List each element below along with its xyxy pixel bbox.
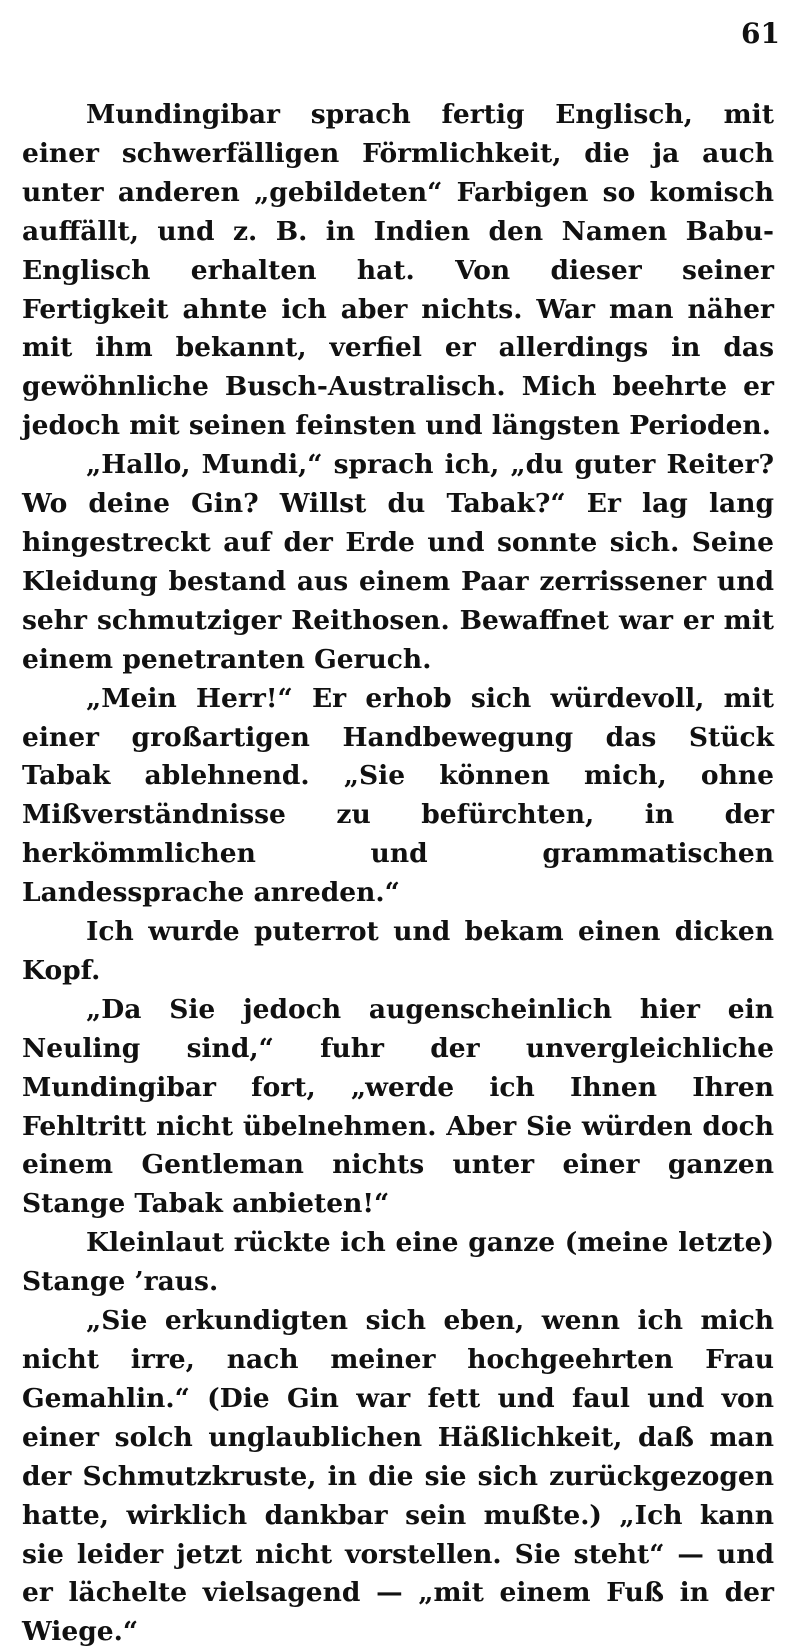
paragraph: Kleinlaut rückte ich eine ganze (meine letzte) Stange ’raus. [22,1227,774,1298]
paragraph: „Sie erkundigten sich eben, wenn ich mich nicht irre, nach meiner hochgeehrten Frau Gemahlin.“ (Die Gin war fett und faul und von einer solch unglaublichen Häßlichkeit, daß man der Schmutzkruste, in die sie sich zurückgezogen hatte, wirklich dankbar sein mußte.) „Ich kann sie leider jetzt nicht vorstellen. Sie steht“ — und er lächelte vielsagend — „mit einem Fuß in der Wiege.“ [22,1305,774,1648]
paragraph: „Mein Herr!“ Er erhob sich würdevoll, mit einer großartigen Handbewegung das Stück Tabak ablehnend. „Sie können mich, ohne Mißverständnisse zu befürchten, in der herkömmlichen und grammatischen Landessprache anreden.“ [22,682,774,909]
paragraph: Mundingibar sprach fertig Englisch, mit einer schwerfälligen Förmlichkeit, die ja auch unter anderen „gebildeten“ Farbigen so komisch auffällt, und z. B. in Indien den Namen Babu-Englisch erhalten hat. Von dieser seiner Fertigkeit ahnte ich aber nichts. War man näher mit ihm bekannt, verfiel er allerdings in das gewöhnliche Busch-Australisch. Mich beehrte er jedoch mit seinen feinsten und längsten Perioden. [22,99,774,442]
text-body [22,96,774,1652]
page-number: 61 [741,17,780,50]
paragraph: „Da Sie jedoch augenscheinlich hier ein Neuling sind,“ fuhr der unvergleichliche Mundingibar fort, „werde ich Ihnen Ihren Fehltritt nicht übelnehmen. Aber Sie würden doch einem Gentleman nichts unter einer ganzen Stange Tabak anbieten!“ [22,993,774,1220]
paragraph: „Hallo, Mundi,“ sprach ich, „du guter Reiter? Wo deine Gin? Willst du Tabak?“ Er lag lang hingestreckt auf der Erde und sonnte sich. Seine Kleidung bestand aus einem Paar zerrissener und sehr schmutziger Reithosen. Bewaffnet war er mit einem penetranten Geruch. [22,449,774,675]
paragraph: Ich wurde puterrot und bekam einen dicken Kopf. [22,916,774,986]
